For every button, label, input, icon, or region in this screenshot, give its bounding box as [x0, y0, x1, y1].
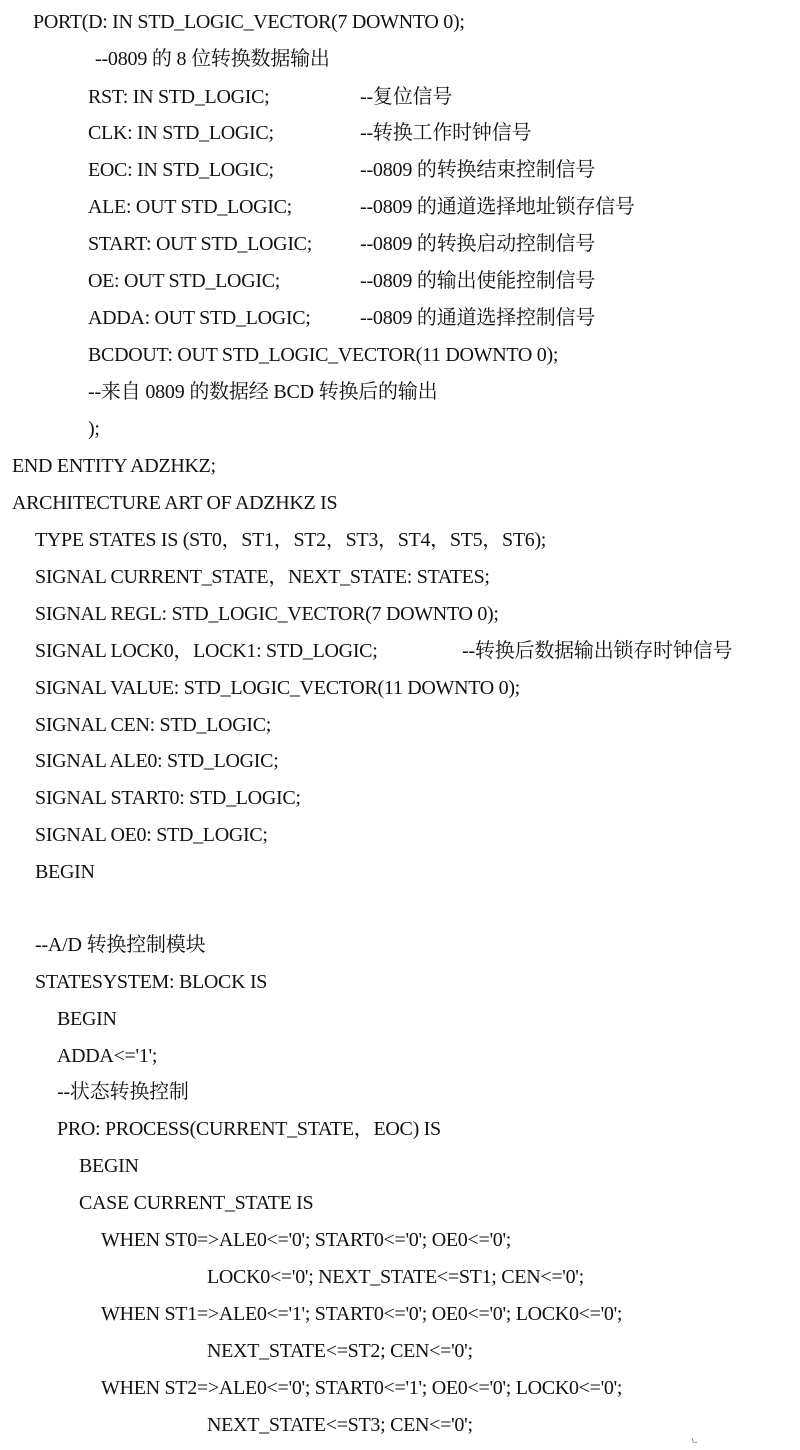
signal-ale0: SIGNAL ALE0: STD_LOGIC; [35, 750, 279, 772]
state-control-comment: --状态转换控制 [57, 1081, 189, 1103]
ad-control-comment: --A/D 转换控制模块 [35, 934, 206, 956]
oe-declaration: OE: OUT STD_LOGIC; [88, 270, 281, 292]
when-st1-line2: NEXT_STATE<=ST2; CEN<='0'; [207, 1340, 473, 1362]
eoc-comment: --0809 的转换结束控制信号 [360, 159, 596, 181]
signal-value: SIGNAL VALUE: STD_LOGIC_VECTOR(11 DOWNTO 0); [35, 677, 520, 699]
ale-declaration: ALE: OUT STD_LOGIC; [88, 196, 292, 218]
port-close: ); [88, 418, 100, 440]
port-comment: --0809 的 8 位转换数据输出 [95, 48, 330, 70]
signal-start0: SIGNAL START0: STD_LOGIC; [35, 787, 301, 809]
adda-declaration: ADDA: OUT STD_LOGIC; [88, 307, 311, 329]
when-st0-line1: WHEN ST0=>ALE0<='0'; START0<='0'; OE0<='0'; [101, 1229, 512, 1251]
port-declaration: PORT(D: IN STD_LOGIC_VECTOR(7 DOWNTO 0); [33, 11, 465, 33]
ale-comment: --0809 的通道选择地址锁存信号 [360, 196, 635, 218]
oe-comment: --0809 的输出使能控制信号 [360, 270, 596, 292]
pro-process: PRO: PROCESS(CURRENT_STATE，EOC) IS [57, 1118, 441, 1140]
when-st0-line2: LOCK0<='0'; NEXT_STATE<=ST1; CEN<='0'; [207, 1266, 584, 1288]
begin-architecture: BEGIN [35, 861, 95, 883]
case-statement: CASE CURRENT_STATE IS [79, 1192, 314, 1214]
adda-assign: ADDA<='1'; [57, 1045, 158, 1067]
type-states: TYPE STATES IS (ST0，ST1，ST2，ST3，ST4，ST5，ST6); [35, 529, 547, 551]
eoc-declaration: EOC: IN STD_LOGIC; [88, 159, 274, 181]
adda-comment: --0809 的通道选择控制信号 [360, 307, 596, 329]
signal-oe0: SIGNAL OE0: STD_LOGIC; [35, 824, 268, 846]
begin-process: BEGIN [79, 1155, 139, 1177]
when-st2-line1: WHEN ST2=>ALE0<='0'; START0<='1'; OE0<='0'; LOCK0<='0'; [101, 1377, 623, 1399]
when-st2-line2: NEXT_STATE<=ST3; CEN<='0'; [207, 1414, 473, 1436]
signal-lock-comment: --转换后数据输出锁存时钟信号 [462, 640, 733, 662]
clk-declaration: CLK: IN STD_LOGIC; [88, 122, 274, 144]
signal-regl: SIGNAL REGL: STD_LOGIC_VECTOR(7 DOWNTO 0); [35, 603, 499, 625]
signal-state: SIGNAL CURRENT_STATE，NEXT_STATE: STATES; [35, 566, 490, 588]
signal-lock: SIGNAL LOCK0，LOCK1: STD_LOGIC; [35, 640, 378, 662]
architecture-header: ARCHITECTURE ART OF ADZHKZ IS [12, 492, 338, 514]
rst-comment: --复位信号 [360, 86, 453, 108]
signal-cen: SIGNAL CEN: STD_LOGIC; [35, 714, 271, 736]
start-declaration: START: OUT STD_LOGIC; [88, 233, 312, 255]
start-comment: --0809 的转换启动控制信号 [360, 233, 596, 255]
when-st1-line1: WHEN ST1=>ALE0<='1'; START0<='0'; OE0<='0'; LOCK0<='0'; [101, 1303, 623, 1325]
clk-comment: --转换工作时钟信号 [360, 122, 532, 144]
bcdout-declaration: BCDOUT: OUT STD_LOGIC_VECTOR(11 DOWNTO 0); [88, 344, 559, 366]
scan-mark [692, 1438, 697, 1443]
statesystem-block: STATESYSTEM: BLOCK IS [35, 971, 268, 993]
begin-block: BEGIN [57, 1008, 117, 1030]
bcdout-comment: --来自 0809 的数据经 BCD 转换后的输出 [88, 381, 438, 403]
rst-declaration: RST: IN STD_LOGIC; [88, 86, 270, 108]
end-entity: END ENTITY ADZHKZ; [12, 455, 216, 477]
